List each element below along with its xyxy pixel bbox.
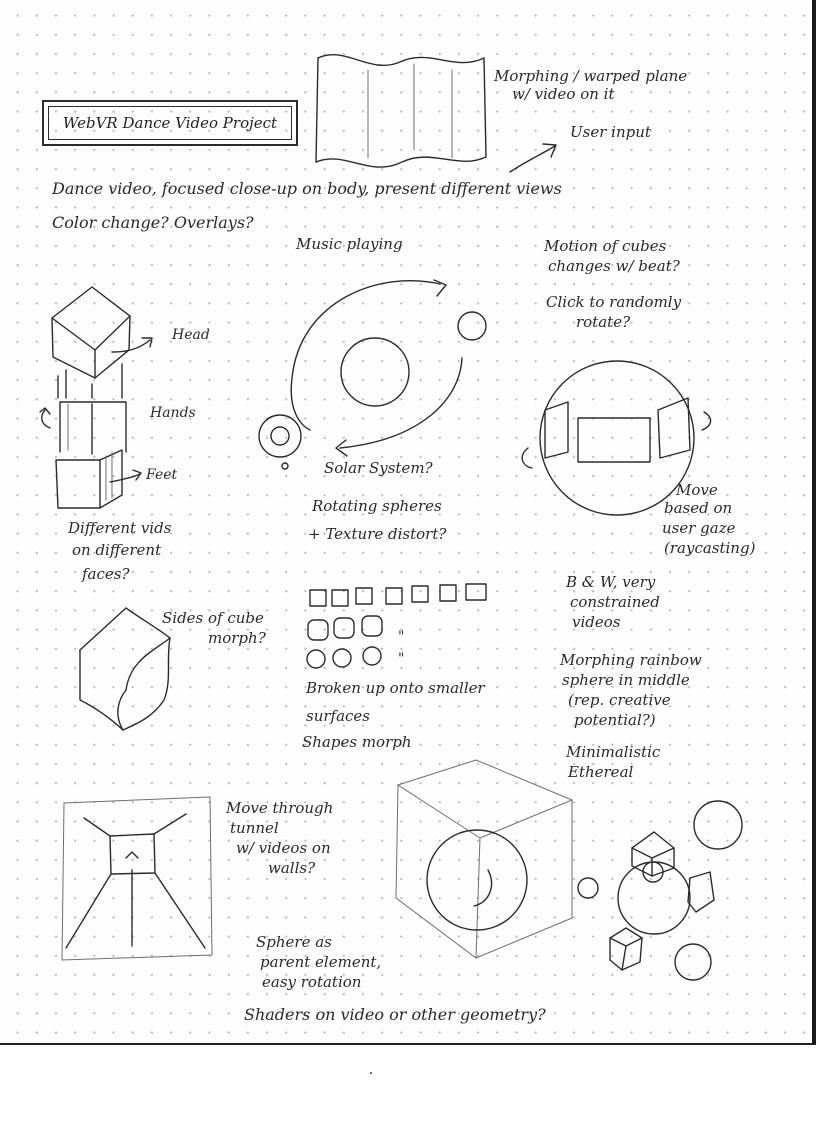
note-different-vids-2: on different <box>72 541 162 559</box>
note-move-gaze-1: Move <box>676 481 718 499</box>
sphere-cluster-drawing <box>610 801 742 980</box>
page-title: WebVR Dance Video Project <box>62 114 278 132</box>
note-click-rotate-1: Click to randomly <box>546 293 682 311</box>
warped-plane-drawing <box>316 55 486 167</box>
note-tunnel-1: Move through <box>226 799 334 817</box>
note-tunnel-3: w/ videos on <box>236 839 331 857</box>
note-different-vids-1: Different vids <box>68 519 172 537</box>
scan-speck <box>370 1072 372 1074</box>
note-move-gaze-3: user gaze <box>662 519 736 537</box>
small-shapes-grid <box>307 584 486 668</box>
note-minimalistic-1: Minimalistic <box>566 743 661 761</box>
note-tunnel-2: tunnel <box>230 819 279 837</box>
note-sides-cube-2: morph? <box>208 629 266 647</box>
note-solar-system-2: Rotating spheres <box>312 497 442 515</box>
note-broken-up-1: Broken up onto smaller <box>306 679 485 697</box>
note-bw-videos-2: constrained <box>570 593 660 611</box>
note-rainbow-sphere-3: (rep. creative <box>568 691 671 709</box>
note-rainbow-sphere-2: sphere in middle <box>562 671 690 689</box>
note-broken-up-3: Shapes morph <box>302 733 412 751</box>
note-motion-cubes-1: Motion of cubes <box>544 237 667 255</box>
solar-system-drawing <box>259 280 486 469</box>
note-morphing-plane-2: w/ video on it <box>512 85 615 103</box>
sphere-cube-drawing <box>396 760 598 958</box>
tunnel-drawing <box>62 797 212 960</box>
note-sphere-parent-1: Sphere as <box>256 933 332 951</box>
ditto-mark-2: " <box>398 651 405 667</box>
note-move-gaze-4: (raycasting) <box>664 539 756 557</box>
note-move-gaze-2: based on <box>664 499 733 517</box>
note-solar-system-3: + Texture distort? <box>308 525 447 543</box>
note-broken-up-2: surfaces <box>306 707 370 725</box>
note-rainbow-sphere-1: Morphing rainbow <box>560 651 702 669</box>
note-rainbow-sphere-4: potential?) <box>574 711 656 729</box>
note-sphere-parent-2: parent element, <box>260 953 382 971</box>
note-color-change: Color change? Overlays? <box>52 213 254 232</box>
note-feet: Feet <box>146 467 178 483</box>
morph-cube-drawing <box>80 608 170 730</box>
title-frame <box>42 100 298 146</box>
note-sides-cube-1: Sides of cube <box>162 609 264 627</box>
note-shaders: Shaders on video or other geometry? <box>244 1005 546 1024</box>
note-tunnel-4: walls? <box>268 859 316 877</box>
ditto-mark-1: " <box>398 629 405 645</box>
note-different-vids-3: faces? <box>82 565 130 583</box>
note-sphere-parent-3: easy rotation <box>262 973 362 991</box>
user-input-arrow <box>510 144 556 172</box>
note-morphing-plane-1: Morphing / warped plane <box>494 67 688 85</box>
note-user-input: User input <box>570 123 651 141</box>
note-motion-cubes-2: changes w/ beat? <box>548 257 680 275</box>
note-minimalistic-2: Ethereal <box>568 763 634 781</box>
title-frame-inner <box>48 106 292 140</box>
note-click-rotate-2: rotate? <box>576 313 631 331</box>
note-bw-videos-3: videos <box>572 613 621 631</box>
note-solar-system-1: Solar System? <box>324 459 433 477</box>
scan-edge-bottom <box>0 1043 816 1123</box>
note-bw-videos-1: B & W, very <box>566 573 656 591</box>
stacked-cubes-drawing <box>40 287 152 508</box>
note-head: Head <box>172 327 210 343</box>
scan-edge-right <box>812 0 816 1045</box>
note-music-playing: Music playing <box>296 235 403 253</box>
note-dance-video: Dance video, focused close-up on body, present different views <box>52 179 562 198</box>
note-hands: Hands <box>150 405 196 421</box>
